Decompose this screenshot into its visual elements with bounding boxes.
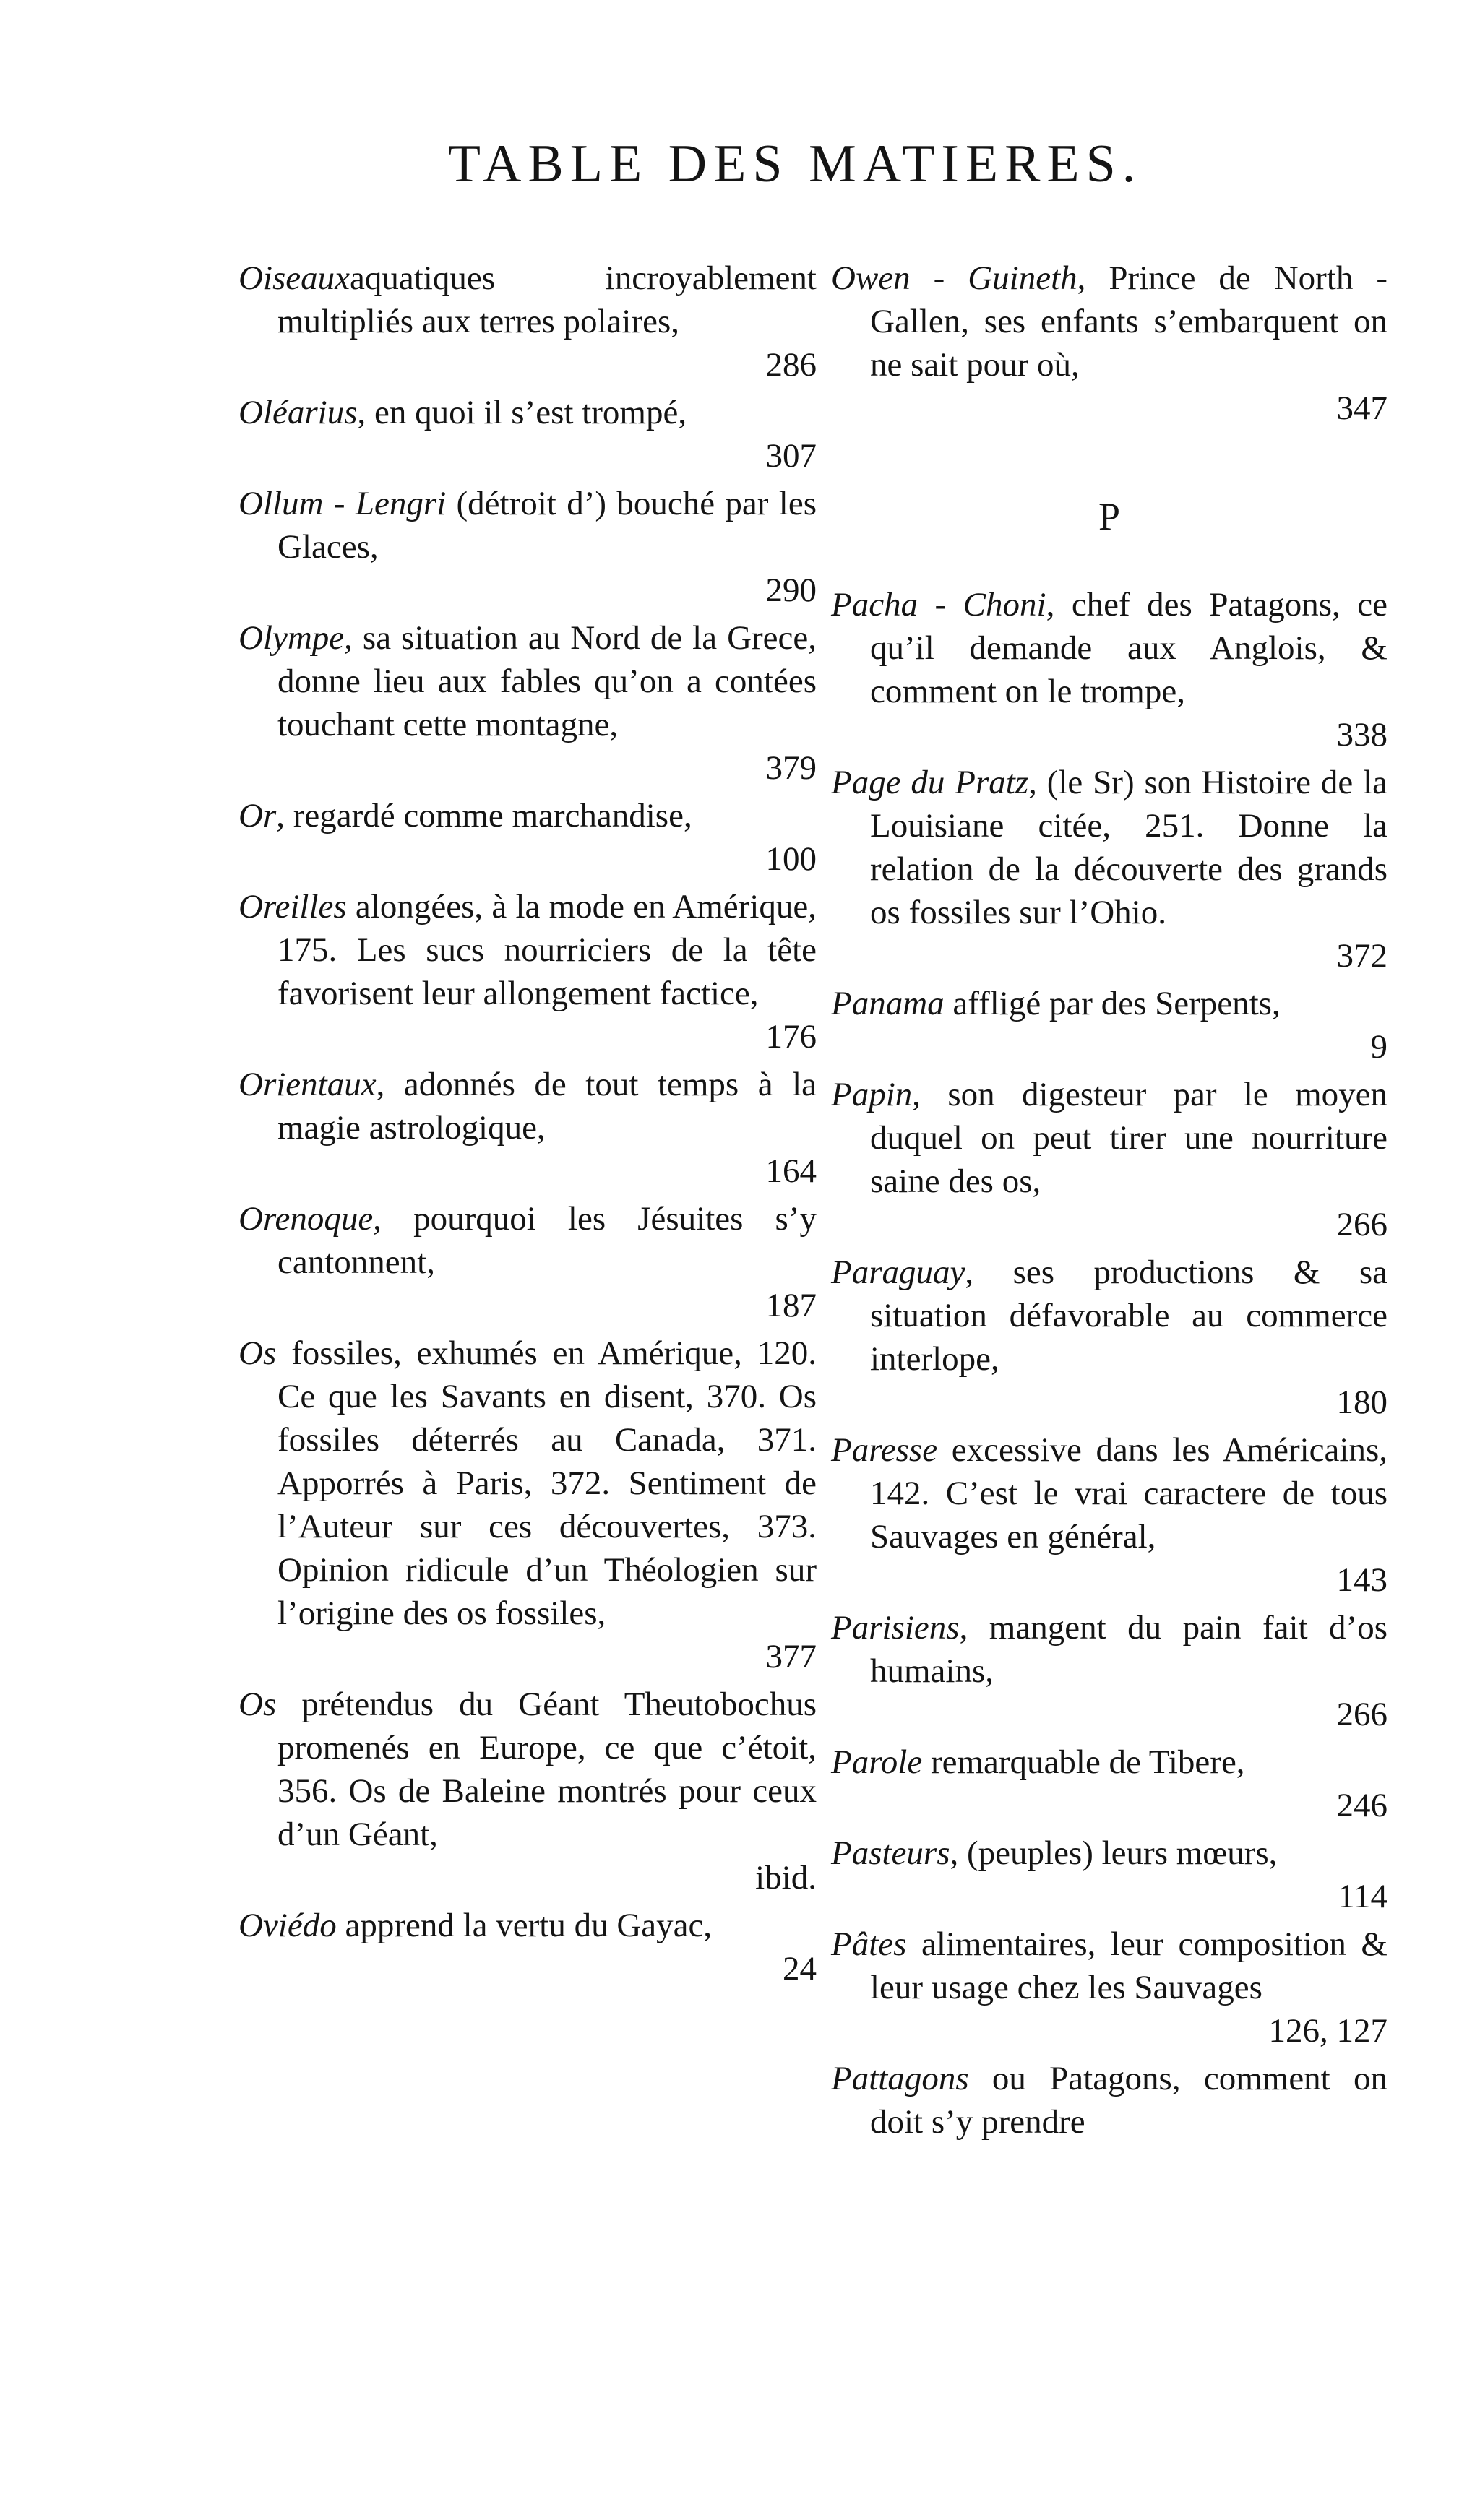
entry-page-reference: 126, 127	[1268, 2012, 1388, 2050]
entry-page-reference: 290	[765, 571, 817, 609]
entry-page-reference: 338	[1336, 716, 1388, 754]
entry-term: Paraguay	[831, 1253, 965, 1291]
index-entry	[238, 794, 817, 881]
entry-term: Or	[238, 797, 277, 834]
entry-term: Os	[238, 1334, 277, 1372]
index-entry	[831, 1073, 1388, 1246]
entry-term: Orientaux	[238, 1066, 377, 1103]
index-entry	[831, 583, 1388, 756]
entry-text: , chef des Patagons, ce qu’il demande aux Anglois, & comment on le trompe,	[870, 586, 1388, 710]
page-title: TABLE DES MATIERES.	[447, 134, 1143, 194]
index-entry	[831, 256, 1388, 430]
entry-text: apprend la vertu du Gayac,	[336, 1907, 713, 1944]
entry-term: Paresse	[831, 1431, 938, 1469]
entry-term: Pâtes	[831, 1925, 907, 1963]
entry-text: , (peuples) leurs mœurs,	[950, 1834, 1278, 1872]
entry-page-reference: 372	[1336, 937, 1388, 975]
entry-text: , sa situation au Nord de la Grece, donne lieu aux fables qu’on a contées touchant cette montagne,	[278, 619, 817, 743]
entry-term: Panama	[831, 985, 945, 1022]
index-entry	[238, 391, 817, 478]
entry-text: fossiles, exhumés en Amérique, 120. Ce que les Savants en disent, 370. Os fossiles déterrés au Canada, 371. Apporrés à Paris, 372. Sentiment de l’Auteur sur ces découvertes, 373. Opinion ridicule d’un Théologien sur l’origine des os fossiles,	[276, 1334, 817, 1632]
entry-text: excessive dans les Américains, 142. C’est le vrai caractere de tous Sauvages en général,	[870, 1431, 1388, 1555]
entry-text: affligé par des Serpents,	[944, 985, 1281, 1022]
index-entry	[831, 1740, 1388, 1827]
entry-text: , regardé comme marchandise,	[276, 797, 692, 834]
index-entry	[238, 1063, 817, 1193]
entry-page-reference: 347	[1336, 389, 1388, 427]
index-entry	[238, 1332, 817, 1678]
entry-page-reference: 176	[765, 1018, 817, 1056]
index-entry	[831, 1251, 1388, 1424]
entry-term: Page du Pratz	[831, 764, 1029, 801]
entry-page-reference: 377	[765, 1638, 817, 1675]
index-entry	[831, 1831, 1388, 1918]
index-entry	[831, 982, 1388, 1069]
right-column	[831, 256, 1388, 2148]
entry-text: , mangent du pain fait d’os humains,	[870, 1609, 1388, 1690]
entry-term: Pattagons	[831, 2060, 969, 2097]
entry-page-reference: 9	[1370, 1028, 1388, 1066]
entry-page-reference: 164	[765, 1152, 817, 1190]
index-entry	[238, 256, 817, 387]
entry-text: remarquable de Tibere,	[922, 1743, 1245, 1781]
entry-text: , ses productions & sa situation défavorable au commerce interlope,	[870, 1253, 1388, 1378]
entry-page-reference: 286	[765, 346, 817, 384]
entry-page-reference: 180	[1336, 1384, 1388, 1421]
entry-page-reference: 266	[1336, 1206, 1388, 1243]
index-entry	[831, 1606, 1388, 1736]
entry-page-reference: 246	[1336, 1787, 1388, 1824]
entry-text: (détroit d’) bouché par les Glaces,	[278, 485, 817, 566]
entry-text: aquatiques incroyablement multipliés aux terres polaires,	[278, 259, 817, 340]
index-entry	[238, 1683, 817, 1899]
entry-page-reference: 100	[765, 840, 817, 878]
entry-term: Pacha - Choni	[831, 586, 1046, 623]
entry-term: Ollum - Lengri	[238, 485, 447, 522]
entry-term: Oléarius	[238, 394, 358, 431]
index-entry	[831, 2057, 1388, 2144]
entry-page-reference: 307	[765, 437, 817, 475]
section-letter: P	[1098, 495, 1121, 538]
entry-term: Oiseaux	[238, 259, 350, 297]
entry-page-reference: 187	[765, 1287, 817, 1324]
entry-term: Oviédo	[238, 1907, 337, 1944]
entry-term: Papin	[831, 1076, 913, 1113]
entry-page-reference: 114	[1338, 1878, 1388, 1915]
entry-term: Oreilles	[238, 888, 347, 925]
entry-text: alimentaires, leur composition & leur usage chez les Sauvages	[870, 1925, 1388, 2006]
entry-term: Pasteurs	[831, 1834, 950, 1872]
index-entry	[238, 616, 817, 790]
index-entry	[831, 1923, 1388, 2053]
entry-text: ou Patagons, comment on doit s’y prendre	[870, 2060, 1388, 2141]
entry-term: Olympe	[238, 619, 345, 657]
entry-term: Parole	[831, 1743, 923, 1781]
entry-text: , (le Sr) son Histoire de la Louisiane citée, 251. Donne la relation de la découverte des grands os fossiles sur l’Ohio.	[870, 764, 1388, 931]
index-entry	[831, 1428, 1388, 1602]
left-column	[238, 256, 817, 1995]
entry-text: , en quoi il s’est trompé,	[357, 394, 687, 431]
entry-text: , pourquoi les Jésuites s’y cantonnent,	[278, 1200, 817, 1281]
entry-text: alongées, à la mode en Amérique, 175. Les sucs nourriciers de la tête favorisent leur allongement factice,	[278, 888, 817, 1012]
entry-text: , son digesteur par le moyen duquel on peut tirer une nourriture saine des os,	[870, 1076, 1388, 1200]
entry-page-reference: ibid.	[755, 1859, 817, 1897]
entry-page-reference: 143	[1336, 1561, 1388, 1599]
index-entry	[238, 885, 817, 1058]
index-entry	[238, 1904, 817, 1990]
index-entry	[831, 761, 1388, 978]
entry-term: Parisiens	[831, 1609, 960, 1647]
entry-page-reference: 379	[765, 749, 817, 787]
entry-text: , Prince de North - Gallen, ses enfants s’embarquent on ne sait pour où,	[870, 259, 1388, 384]
entry-page-reference: 266	[1336, 1696, 1388, 1733]
entry-text: prétendus du Géant Theutobochus promenés en Europe, ce que c’étoit, 356. Os de Baleine montrés pour ceux d’un Géant,	[276, 1686, 817, 1853]
entry-text: , adonnés de tout temps à la magie astrologique,	[278, 1066, 817, 1147]
entry-term: Owen - Guineth	[831, 259, 1077, 297]
entry-term: Os	[238, 1686, 277, 1723]
entry-page-reference: 24	[783, 1950, 817, 1988]
entry-term: Orenoque	[238, 1200, 374, 1238]
index-entry	[238, 1197, 817, 1327]
index-entry	[238, 482, 817, 612]
